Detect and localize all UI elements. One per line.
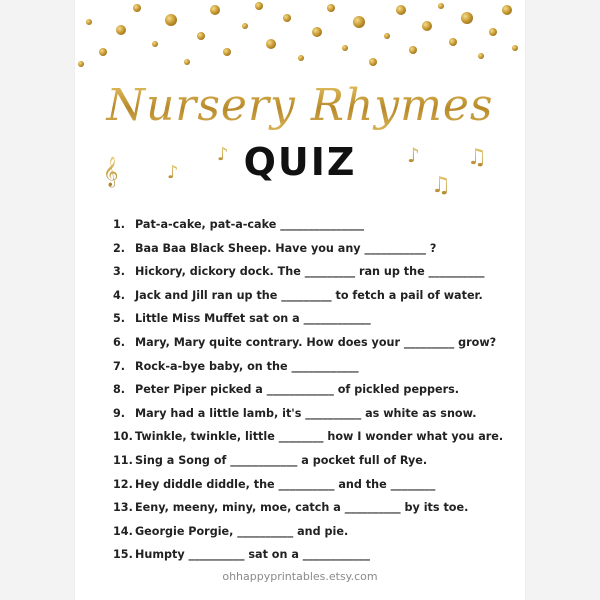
question-text: Mary had a little lamb, it's __________ as white as snow.	[135, 406, 477, 420]
question-text: Jack and Jill ran up the _________ to fetch a pail of water.	[135, 288, 483, 302]
question-number: 4.	[113, 288, 126, 302]
question-item	[113, 449, 513, 473]
question-item	[113, 355, 513, 379]
question-number: 6.	[113, 335, 126, 349]
title-script: Nursery Rhymes	[75, 80, 525, 131]
question-text: Georgie Porgie, __________ and pie.	[135, 524, 349, 538]
music-note-icon: ♫	[431, 173, 451, 198]
music-note-icon: ♪	[167, 162, 179, 183]
music-note-icon: ♪	[217, 144, 229, 165]
question-text: Mary, Mary quite contrary. How does your _________ grow?	[135, 335, 497, 349]
question-number: 1.	[113, 218, 126, 231]
question-number: 12.	[113, 477, 133, 491]
question-number: 9.	[113, 406, 126, 420]
question-item	[113, 307, 513, 331]
question-number: 13.	[113, 501, 133, 515]
question-item	[113, 260, 513, 284]
question-number: 10.	[113, 430, 133, 444]
question-item	[113, 237, 513, 261]
question-text: Rock-a-bye baby, on the ____________	[135, 359, 359, 373]
question-number: 14.	[113, 524, 133, 538]
question-item	[113, 520, 513, 544]
question-item	[113, 331, 513, 355]
quiz-sheet	[75, 0, 525, 600]
question-item	[113, 378, 513, 402]
question-text: Sing a Song of ____________ a pocket full of Rye.	[135, 453, 428, 467]
question-number: 2.	[113, 241, 126, 255]
question-text: Pat-a-cake, pat-a-cake _______________	[135, 218, 365, 231]
question-number: 5.	[113, 312, 126, 326]
question-item	[113, 284, 513, 308]
question-item	[113, 425, 513, 449]
question-item	[113, 473, 513, 497]
footer-url: ohhappyprintables.etsy.com	[222, 570, 378, 583]
question-list	[113, 213, 513, 567]
title-quiz: QUIZ	[243, 140, 357, 184]
question-text: Hey diddle diddle, the __________ and the ________	[135, 477, 436, 491]
question-text: Twinkle, twinkle, little ________ how I wonder what you are.	[135, 430, 504, 444]
question-text: Humpty __________ sat on a ____________	[135, 548, 370, 562]
question-text: Eeny, meeny, miny, moe, catch a __________ by its toe.	[135, 501, 469, 515]
question-number: 8.	[113, 383, 126, 397]
question-item	[113, 543, 513, 567]
question-number: 7.	[113, 359, 126, 373]
music-note-icon: ♪	[407, 143, 420, 167]
question-text: Baa Baa Black Sheep. Have you any ___________ ?	[135, 241, 437, 255]
question-item	[113, 213, 513, 237]
question-item	[113, 496, 513, 520]
question-item	[113, 402, 513, 426]
question-number: 3.	[113, 265, 126, 279]
question-text: Little Miss Muffet sat on a ____________	[135, 312, 371, 326]
question-text: Hickory, dickory dock. The _________ ran up the __________	[135, 265, 485, 279]
quiz-title	[75, 80, 525, 190]
gold-confetti-dots	[75, 0, 525, 80]
question-number: 11.	[113, 453, 133, 467]
question-number: 15.	[113, 548, 133, 562]
music-note-icon: ♫	[467, 145, 487, 170]
treble-clef-icon: 𝄞	[103, 157, 119, 187]
question-text: Peter Piper picked a ____________ of pickled peppers.	[135, 383, 460, 397]
